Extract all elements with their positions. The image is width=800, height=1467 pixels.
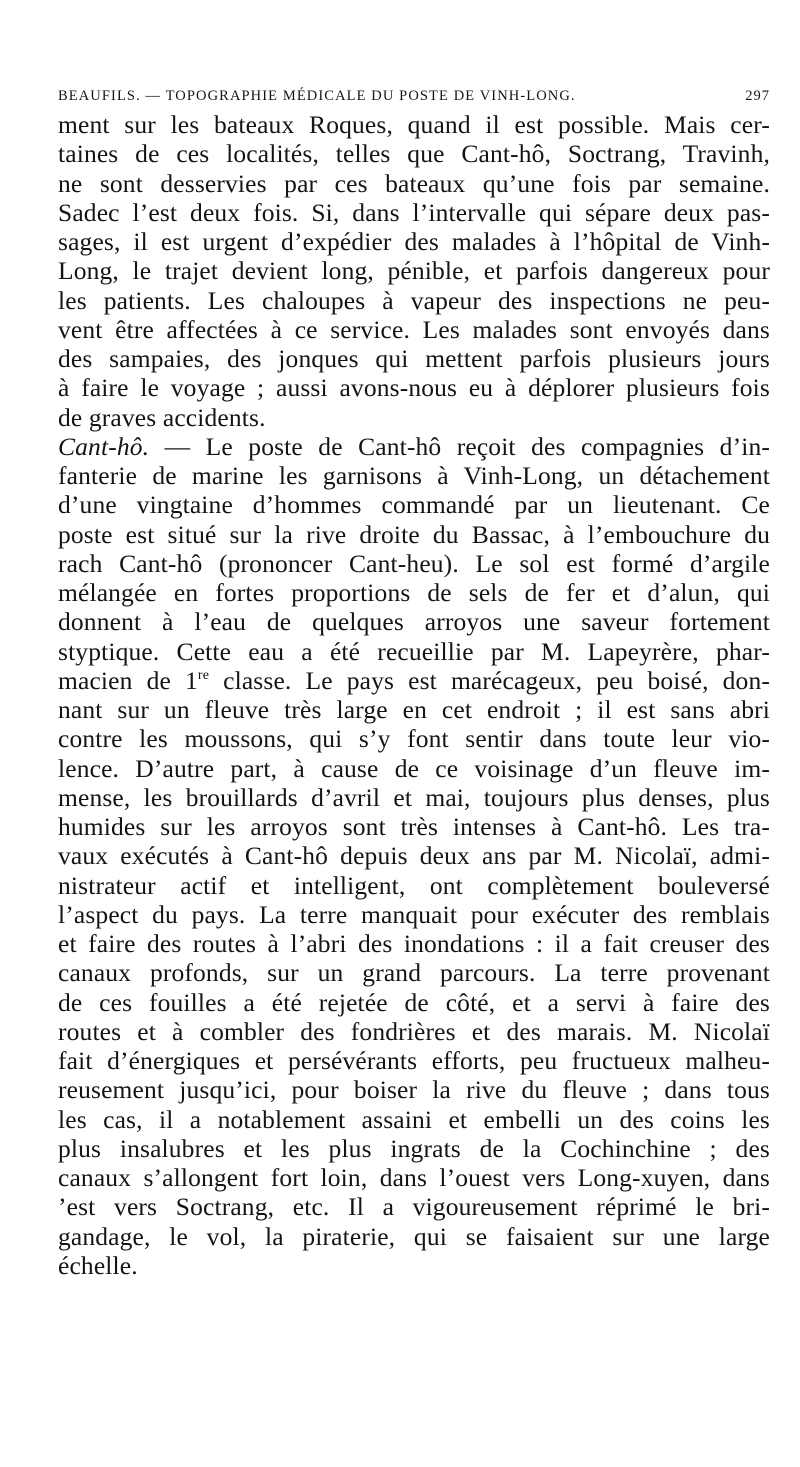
text-line: canaux s’allongent fort loin, dans l’ouest vers Long-xuyen, dans	[58, 1163, 770, 1192]
text-line: des sampaies, des jonques qui mettent parfois plusieurs jours	[58, 344, 770, 373]
text-line: mélangée en fortes proportions de sels de fer et d’alun, qui	[58, 578, 770, 607]
text-line: et faire des routes à l’abri des inondations : il a fait creuser des	[58, 929, 770, 958]
text-line: routes et à combler des fondrières et des marais. M. Nicolaï	[58, 1016, 770, 1046]
text-line-content: classe. Le pays est marécageux, peu boisé, don-	[209, 665, 770, 695]
document-page	[58, 0, 770, 1467]
heading-dash: —	[149, 431, 206, 461]
text-line-with-superscript	[58, 666, 770, 695]
text-line: rach Cant-hô (prononcer Cant-heu). Le sol est formé d’argile	[58, 548, 770, 578]
text-line: reusement jusqu’ici, pour boiser la rive du fleuve ; dans tous	[58, 1075, 770, 1105]
running-header	[58, 88, 770, 110]
text-line-content: macien de 1	[58, 665, 198, 695]
text-line: l’aspect du pays. La terre manquait pour exécuter des remblais	[58, 899, 770, 929]
text-line: vaux exécutés à Cant-hô depuis deux ans par M. Nicolaï, admi-	[58, 841, 770, 871]
text-line: ne sont desservies par ces bateaux qu’une fois par semaine.	[58, 168, 770, 198]
text-line: Long, le trajet devient long, pénible, et parfois dangereux pour	[58, 256, 770, 286]
paragraph-start-line	[58, 432, 770, 461]
text-line: canaux profonds, sur un grand parcours. La terre provenant	[58, 958, 770, 988]
text-line: plus insalubres et les plus ingrats de la Cochinchine ; des	[58, 1133, 770, 1163]
text-line: d’une vingtaine d’hommes commandé par un lieutenant. Ce	[58, 490, 770, 520]
text-line: ’est vers Soctrang, etc. Il a vigoureusement réprimé le bri-	[58, 1192, 770, 1222]
text-line: humides sur les arroyos sont très intenses à Cant-hô. Les tra-	[58, 812, 770, 841]
running-header-title: BEAUFILS. — TOPOGRAPHIE MÉDICALE DU POSTE DE VINH-LONG.	[58, 88, 576, 104]
text-line: styptique. Cette eau a été recueillie par M. Lapeyrère, phar-	[58, 636, 770, 666]
text-line: vent être affectées à ce service. Les malades sont envoyés dans	[58, 314, 770, 344]
text-line: poste est situé sur la rive droite du Bassac, à l’embouchure du	[58, 519, 770, 549]
text-line: nistrateur actif et intelligent, ont complètement bouleversé	[58, 870, 770, 900]
text-line: les cas, il a notablement assaini et embelli un des coins les	[58, 1104, 770, 1134]
text-line: donnent à l’eau de quelques arroyos une saveur fortement	[58, 607, 770, 637]
text-line: lence. D’autre part, à cause de ce voisinage d’un fleuve im-	[58, 753, 770, 783]
text-line: échelle.	[58, 1250, 138, 1280]
text-line: taines de ces localités, telles que Cant-hô, Soctrang, Travinh,	[58, 139, 770, 169]
text-line: sages, il est urgent d’expédier des malades à l’hôpital de Vinh-	[58, 227, 770, 256]
body-text	[58, 110, 770, 1280]
section-heading-cant-ho: Cant-hô.	[58, 431, 150, 461]
text-line: de graves accidents.	[58, 402, 266, 432]
text-line: fait d’énergiques et persévérants efforts, peu fructueux malheu-	[58, 1046, 770, 1075]
ordinal-superscript: re	[197, 667, 210, 683]
text-line: les patients. Les chaloupes à vapeur des inspections ne peu-	[58, 285, 770, 315]
text-line-content: Le poste de Cant-hô reçoit des compagnies d’in-	[205, 431, 770, 461]
text-line: à faire le voyage ; aussi avons-nous eu à déplorer plusieurs fois	[58, 373, 770, 403]
text-line: ment sur les bateaux Roques, quand il est possible. Mais cer-	[58, 110, 770, 139]
text-line: Sadec l’est deux fois. Si, dans l’intervalle qui sépare deux pas-	[58, 197, 770, 227]
text-line: fanterie de marine les garnisons à Vinh-Long, un détachement	[58, 461, 770, 490]
text-line: mense, les brouillards d’avril et mai, toujours plus denses, plus	[58, 782, 770, 812]
page-number: 297	[745, 88, 770, 104]
text-line: contre les moussons, qui s’y font sentir dans toute leur vio-	[58, 724, 770, 754]
text-line: de ces fouilles a été rejetée de côté, et a servi à faire des	[58, 987, 770, 1017]
text-line: nant sur un fleuve très large en cet endroit ; il est sans abri	[58, 695, 770, 724]
text-line: gandage, le vol, la piraterie, qui se faisaient sur une large	[58, 1221, 770, 1251]
